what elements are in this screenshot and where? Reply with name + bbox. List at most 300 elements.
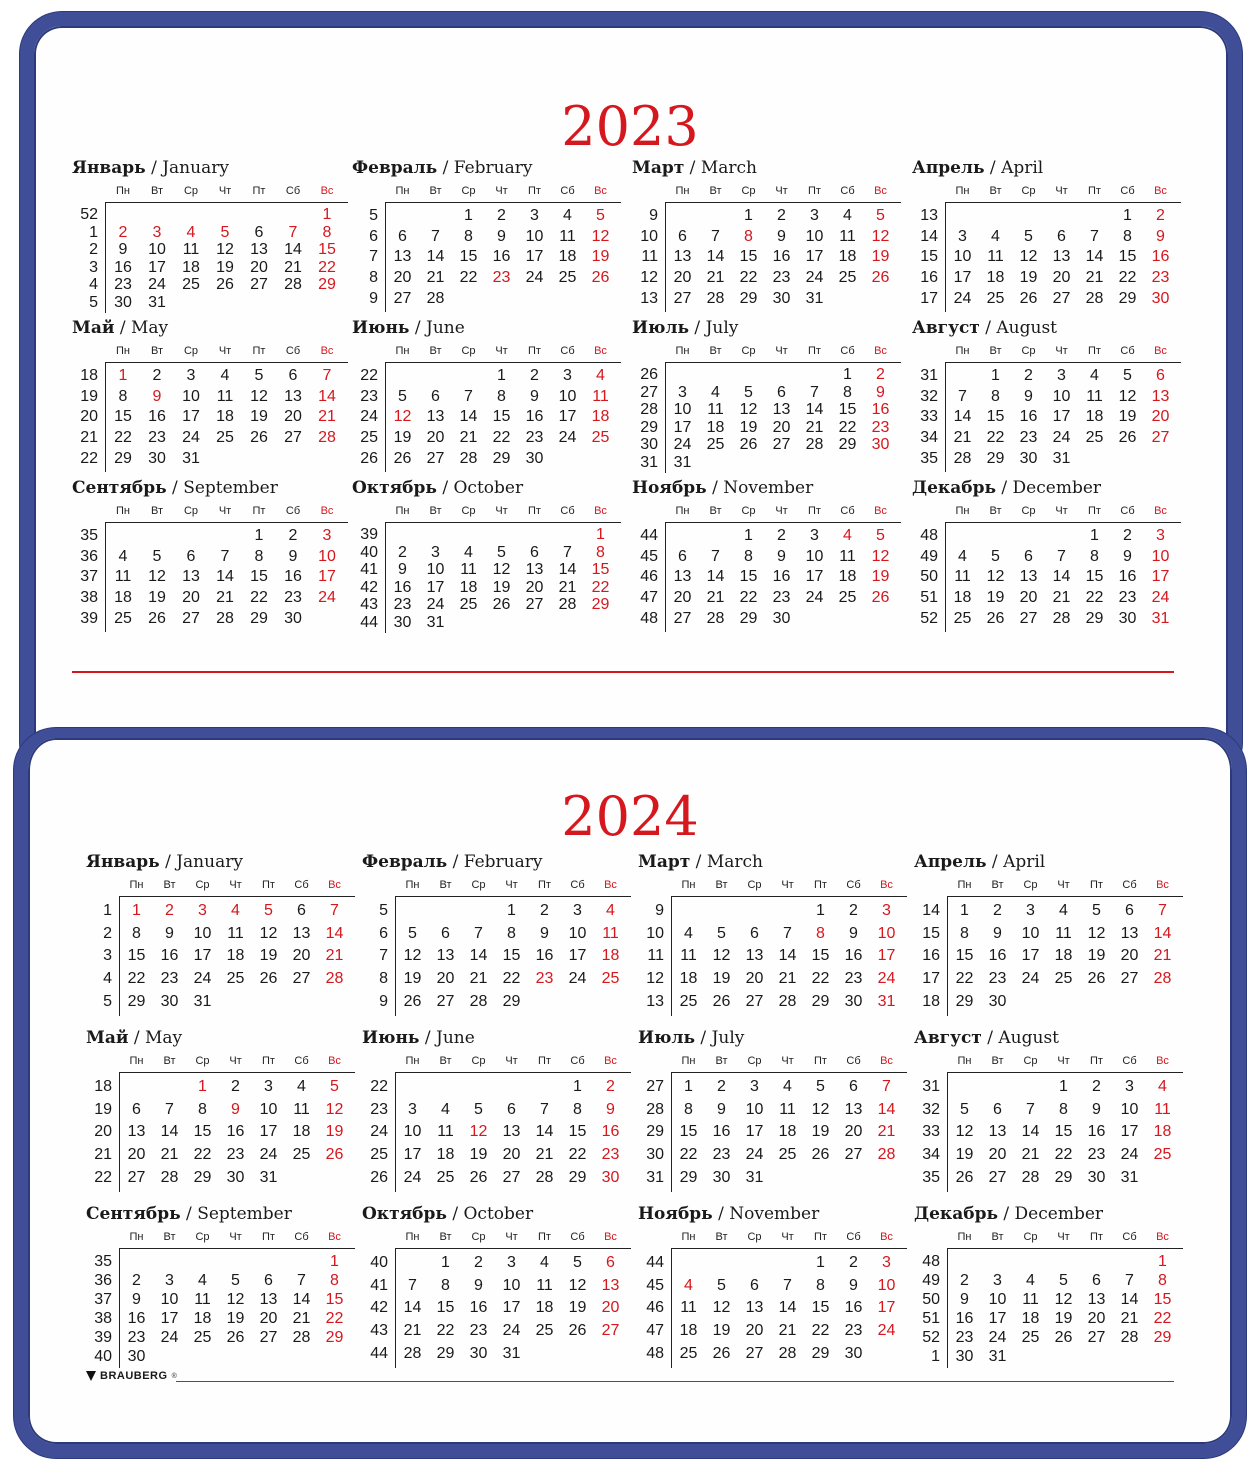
week-rule	[105, 362, 106, 472]
day-cell: 5	[876, 207, 885, 224]
day-cell: 2	[1123, 527, 1132, 544]
day-cell: 12	[739, 401, 758, 418]
day-cell: 27	[182, 609, 200, 627]
day-cell: 24	[568, 970, 587, 988]
week-number: 3	[103, 947, 112, 965]
day-cell: 25	[1054, 970, 1073, 988]
month-name-en: July	[705, 318, 739, 338]
day-cell: 24	[160, 1329, 179, 1346]
day-cell: 3	[165, 1272, 174, 1289]
year-title: 2023	[561, 95, 699, 158]
day-cell: 7	[408, 1276, 417, 1294]
week-number: 16	[922, 947, 940, 965]
week-number: 35	[920, 449, 938, 467]
weekday-3: Чт	[218, 345, 232, 357]
day-cell: 5	[398, 387, 407, 405]
day-cell: 23	[844, 970, 863, 988]
weekday-6: Вс	[1154, 345, 1167, 357]
day-cell: 5	[231, 1272, 240, 1289]
weekday-2: Ср	[195, 879, 210, 891]
week-number: 52	[80, 206, 98, 223]
month-sep: /	[419, 1028, 437, 1048]
weekday-heads	[396, 1055, 627, 1067]
weekday-4: Пт	[538, 1231, 551, 1243]
day-cell: 15	[811, 947, 830, 965]
week-number: 15	[920, 248, 938, 266]
day-cell: 6	[993, 1100, 1002, 1118]
weekday-3: Чт	[218, 505, 232, 517]
day-cell: 12	[712, 947, 731, 965]
day-cell: 14	[292, 1291, 311, 1308]
day-cell: 8	[991, 387, 1000, 405]
month-title	[352, 158, 532, 178]
day-cell: 18	[591, 408, 610, 426]
day-cell: 10	[568, 924, 587, 942]
month-name-ru: Октябрь	[352, 478, 437, 498]
day-cell: 18	[1153, 1123, 1172, 1141]
day-cell: 12	[148, 568, 166, 586]
day-cell: 14	[469, 947, 488, 965]
day-cell: 23	[1118, 589, 1137, 607]
week-rule	[105, 522, 106, 632]
day-cell: 25	[459, 596, 478, 613]
day-cell: 20	[525, 578, 544, 596]
week-number: 48	[922, 1253, 940, 1270]
week-number: 22	[94, 1168, 112, 1186]
day-cell: 28	[318, 429, 336, 447]
day-cell: 7	[464, 387, 473, 405]
week-number: 38	[94, 1310, 112, 1327]
month-sep: /	[446, 1204, 464, 1224]
day-cell: 7	[1158, 902, 1167, 919]
day-cell: 17	[1120, 1123, 1139, 1141]
day-cell: 4	[198, 1272, 207, 1289]
day-cell: 17	[160, 1310, 179, 1327]
weekday-5: Сб	[285, 185, 301, 197]
day-cell: 24	[193, 970, 212, 988]
week-number: 40	[94, 1348, 112, 1365]
month-name-en: February	[463, 852, 543, 872]
day-cell: 24	[805, 269, 824, 287]
day-cell: 26	[871, 589, 890, 607]
weekday-0: Пн	[681, 1231, 696, 1243]
week-number: 5	[103, 992, 112, 1010]
day-cell: 23	[712, 1146, 731, 1164]
day-cell: 3	[573, 902, 582, 919]
day-cell: 10	[182, 387, 200, 405]
day-cell: 25	[216, 429, 234, 447]
day-cell: 6	[1057, 227, 1066, 245]
weekday-6: Вс	[604, 1055, 617, 1067]
week-number: 21	[80, 429, 98, 447]
day-cell: 16	[1118, 568, 1137, 586]
day-cell: 1	[1158, 1253, 1167, 1270]
weekday-heads	[396, 1231, 627, 1243]
weekday-5: Сб	[294, 1055, 309, 1067]
weekday-1: Вт	[709, 185, 722, 197]
day-cell: 10	[318, 547, 336, 565]
week-number: 19	[94, 1100, 112, 1118]
day-cell: 18	[193, 1310, 212, 1327]
day-cell: 3	[530, 207, 539, 224]
day-cell: 19	[393, 429, 412, 447]
weekday-heads	[120, 1055, 351, 1067]
week-number: 52	[920, 609, 938, 627]
day-cell: 14	[284, 241, 302, 258]
day-cell: 3	[1026, 902, 1035, 919]
day-cell: 1	[816, 1254, 825, 1271]
weekday-heads	[666, 505, 897, 517]
day-cell: 14	[1153, 924, 1172, 942]
day-cell: 7	[783, 1276, 792, 1294]
day-cell: 18	[838, 568, 857, 586]
week-rule	[947, 896, 948, 1016]
day-cell: 24	[558, 429, 577, 447]
day-cell: 10	[558, 387, 577, 405]
day-cell: 29	[250, 609, 268, 627]
month-name-ru: Май	[72, 318, 115, 338]
day-cell: 28	[459, 449, 478, 467]
day-cell: 20	[745, 1322, 764, 1340]
day-cell: 22	[1118, 269, 1137, 287]
day-cell: 11	[182, 241, 200, 258]
day-cell: 12	[259, 924, 278, 942]
day-cell: 2	[876, 366, 885, 383]
day-cell: 2	[849, 902, 858, 919]
weekday-3: Чт	[505, 1055, 518, 1067]
weekday-1: Вт	[989, 185, 1002, 197]
day-cell: 19	[568, 1299, 587, 1317]
week-number: 13	[646, 992, 664, 1010]
day-cell: 31	[1151, 609, 1170, 627]
weekday-5: Сб	[840, 505, 855, 517]
day-cell: 15	[986, 408, 1005, 426]
header-rule	[396, 896, 631, 897]
day-cell: 20	[292, 947, 311, 965]
week-number: 19	[80, 387, 98, 405]
header-rule	[386, 522, 621, 523]
week-number: 43	[370, 1322, 388, 1340]
weekday-6: Вс	[1156, 879, 1169, 891]
week-number: 14	[922, 902, 940, 919]
day-cell: 24	[318, 589, 336, 607]
day-cell: 3	[882, 1254, 891, 1271]
day-cell: 30	[469, 1344, 488, 1362]
day-cell: 31	[745, 1168, 764, 1186]
day-cell: 25	[953, 609, 972, 627]
day-cell: 24	[877, 1322, 896, 1340]
day-cell: 19	[871, 248, 890, 266]
day-cell: 1	[330, 1253, 339, 1270]
day-cell: 14	[706, 248, 725, 266]
weekday-1: Вт	[715, 1055, 728, 1067]
weekday-6: Вс	[328, 1055, 341, 1067]
day-cell: 27	[601, 1322, 620, 1340]
day-cell: 23	[525, 429, 544, 447]
weekday-4: Пт	[528, 185, 541, 197]
day-cell: 20	[182, 589, 200, 607]
day-cell: 8	[843, 383, 852, 401]
day-cell: 14	[535, 1123, 554, 1141]
weekday-6: Вс	[594, 505, 607, 517]
day-cell: 24	[1120, 1146, 1139, 1164]
day-cell: 8	[507, 924, 516, 942]
day-cell: 21	[805, 418, 824, 436]
day-cell: 2	[398, 543, 407, 561]
day-cell: 22	[955, 970, 974, 988]
month-title	[638, 1204, 819, 1224]
weekday-6: Вс	[880, 1231, 893, 1243]
week-number: 27	[646, 1078, 664, 1095]
week-number: 51	[922, 1310, 940, 1327]
month-title	[632, 478, 813, 498]
day-cell: 3	[1125, 1078, 1134, 1095]
month-name-en: June	[426, 318, 465, 338]
week-number: 31	[640, 453, 658, 471]
day-cell: 27	[1151, 429, 1170, 447]
day-cell: 16	[772, 248, 791, 266]
month-october	[352, 478, 610, 631]
day-cell: 27	[284, 429, 302, 447]
day-cell: 24	[673, 436, 692, 453]
day-cell: 9	[1123, 547, 1132, 565]
day-cell: 9	[497, 227, 506, 245]
day-cell: 26	[226, 1329, 245, 1346]
day-cell: 3	[186, 367, 196, 384]
weekday-3: Чт	[505, 1231, 518, 1243]
day-cell: 15	[114, 408, 132, 426]
weekday-2: Ср	[461, 345, 476, 357]
day-cell: 13	[250, 241, 268, 258]
day-cell: 9	[777, 547, 786, 565]
day-cell: 21	[558, 578, 577, 596]
month-title	[638, 852, 763, 872]
day-cell: 27	[1019, 609, 1038, 627]
day-cell: 29	[1054, 1168, 1073, 1186]
day-cell: 4	[231, 902, 240, 919]
day-cell: 28	[325, 970, 344, 988]
day-cell: 20	[502, 1146, 521, 1164]
day-cell: 29	[739, 289, 758, 307]
weekday-5: Сб	[1122, 1055, 1137, 1067]
day-cell: 15	[955, 947, 974, 965]
week-number: 11	[641, 248, 658, 266]
month-title	[86, 1028, 182, 1048]
day-cell: 19	[226, 1310, 245, 1327]
day-cell: 4	[540, 1254, 549, 1271]
day-cell: 1	[684, 1078, 693, 1095]
week-number: 13	[640, 289, 658, 307]
weekday-6: Вс	[594, 185, 607, 197]
day-cell: 23	[469, 1322, 488, 1340]
week-rule	[119, 896, 120, 1016]
day-cell: 17	[877, 1299, 896, 1317]
day-cell: 8	[198, 1100, 207, 1118]
weekday-3: Чт	[775, 185, 788, 197]
day-cell: 17	[953, 269, 972, 287]
header-rule	[672, 1248, 907, 1249]
weekday-4: Пт	[528, 505, 541, 517]
week-number: 26	[360, 449, 378, 467]
day-cell: 22	[193, 1146, 212, 1164]
day-cell: 29	[1118, 289, 1137, 307]
day-cell: 8	[744, 547, 753, 565]
day-cell: 28	[1021, 1168, 1040, 1186]
day-cell: 31	[805, 289, 824, 307]
weekday-heads	[386, 185, 617, 197]
weekday-4: Пт	[1090, 879, 1103, 891]
day-cell: 9	[118, 241, 128, 258]
day-cell: 24	[745, 1146, 764, 1164]
day-cell: 11	[460, 561, 477, 578]
day-cell: 10	[502, 1276, 521, 1294]
day-cell: 2	[474, 1254, 483, 1271]
day-cell: 16	[284, 568, 302, 586]
month-name-en: April	[1003, 852, 1046, 872]
day-cell: 3	[264, 1078, 273, 1095]
day-cell: 19	[148, 589, 166, 607]
day-cell: 15	[127, 947, 146, 965]
day-cell: 13	[1087, 1291, 1106, 1308]
day-cell: 27	[393, 289, 412, 307]
month-name-en: March	[700, 158, 757, 178]
day-cell: 30	[160, 992, 179, 1010]
day-cell: 29	[325, 1329, 344, 1346]
day-cell: 7	[711, 547, 720, 565]
weekday-heads	[106, 505, 344, 517]
day-cell: 21	[778, 970, 797, 988]
day-cell: 21	[706, 269, 725, 287]
day-cell: 31	[502, 1344, 521, 1362]
day-cell: 25	[679, 992, 698, 1010]
day-cell: 25	[591, 429, 610, 447]
month-name-en: October	[453, 478, 524, 498]
weekday-3: Чт	[1057, 1231, 1070, 1243]
day-cell: 20	[988, 1146, 1007, 1164]
day-cell: 2	[497, 207, 506, 224]
day-cell: 30	[712, 1168, 731, 1186]
weekday-1: Вт	[150, 185, 163, 197]
day-cell: 22	[1054, 1146, 1073, 1164]
month-sep: /	[996, 478, 1013, 498]
day-cell: 19	[811, 1123, 830, 1141]
weekday-3: Чт	[505, 879, 518, 891]
day-cell: 28	[403, 1344, 422, 1362]
week-number: 45	[646, 1276, 664, 1294]
day-cell: 8	[132, 924, 141, 942]
weekday-3: Чт	[781, 879, 794, 891]
day-cell: 19	[1054, 1310, 1073, 1327]
day-cell: 1	[464, 207, 473, 224]
day-cell: 27	[673, 289, 692, 307]
weekday-0: Пн	[957, 879, 972, 891]
day-cell: 25	[1153, 1146, 1172, 1164]
week-number: 32	[920, 387, 938, 405]
day-cell: 22	[811, 1322, 830, 1340]
month-name-en: November	[723, 478, 814, 498]
day-cell: 7	[563, 543, 572, 561]
header-rule	[106, 522, 348, 523]
day-cell: 5	[497, 543, 506, 561]
day-cell: 14	[1085, 248, 1104, 266]
weekday-0: Пн	[957, 1055, 972, 1067]
weekday-4: Пт	[252, 505, 266, 517]
weekday-6: Вс	[880, 879, 893, 891]
day-cell: 28	[706, 609, 725, 627]
week-rule	[945, 362, 946, 472]
day-cell: 9	[231, 1100, 240, 1118]
week-number: 11	[647, 947, 664, 965]
month-name-ru: Декабрь	[912, 478, 996, 498]
day-cell: 25	[838, 269, 857, 287]
week-number: 43	[360, 596, 378, 613]
day-cell: 22	[325, 1310, 344, 1327]
weekday-1: Вт	[150, 505, 163, 517]
weekday-3: Чт	[495, 505, 508, 517]
day-cell: 6	[678, 227, 687, 245]
day-cell: 6	[530, 543, 539, 561]
week-number: 9	[379, 992, 388, 1010]
day-cell: 6	[750, 924, 759, 942]
week-number: 35	[94, 1253, 112, 1270]
day-cell: 14	[426, 248, 445, 266]
week-number: 15	[922, 924, 940, 942]
weekday-6: Вс	[328, 879, 341, 891]
header-rule	[396, 1072, 631, 1073]
day-cell: 12	[871, 227, 890, 245]
weekday-5: Сб	[1120, 505, 1135, 517]
day-cell: 23	[955, 1329, 974, 1346]
day-cell: 18	[1054, 947, 1073, 965]
weekday-0: Пн	[405, 879, 420, 891]
weekday-1: Вт	[989, 505, 1002, 517]
weekday-1: Вт	[715, 1231, 728, 1243]
day-cell: 26	[1019, 289, 1038, 307]
weekday-heads	[386, 345, 617, 357]
day-cell: 24	[877, 970, 896, 988]
month-march	[632, 158, 890, 307]
week-number: 9	[649, 207, 658, 224]
day-cell: 22	[459, 269, 478, 287]
week-number: 10	[646, 924, 664, 942]
day-cell: 7	[330, 902, 339, 919]
day-cell: 4	[991, 227, 1000, 245]
week-rule	[385, 362, 386, 472]
day-cell: 16	[492, 248, 511, 266]
weekday-5: Сб	[285, 505, 301, 517]
day-cell: 30	[393, 613, 412, 631]
week-number: 44	[640, 527, 658, 544]
weekday-4: Пт	[262, 1231, 275, 1243]
week-number: 34	[922, 1146, 940, 1164]
day-cell: 26	[259, 970, 278, 988]
day-cell: 1	[254, 527, 264, 544]
day-cell: 17	[525, 248, 544, 266]
day-cell: 20	[1151, 408, 1170, 426]
day-cell: 24	[426, 596, 445, 613]
day-cell: 30	[127, 1348, 146, 1365]
day-cell: 10	[1052, 387, 1071, 405]
day-cell: 11	[839, 227, 856, 245]
day-cell: 9	[165, 924, 174, 942]
week-number: 1	[89, 223, 98, 241]
day-cell: 21	[160, 1146, 179, 1164]
day-cell: 18	[953, 589, 972, 607]
day-cell: 18	[226, 947, 245, 965]
day-cell: 1	[596, 526, 605, 543]
weekday-6: Вс	[874, 345, 887, 357]
week-number: 35	[922, 1168, 940, 1186]
